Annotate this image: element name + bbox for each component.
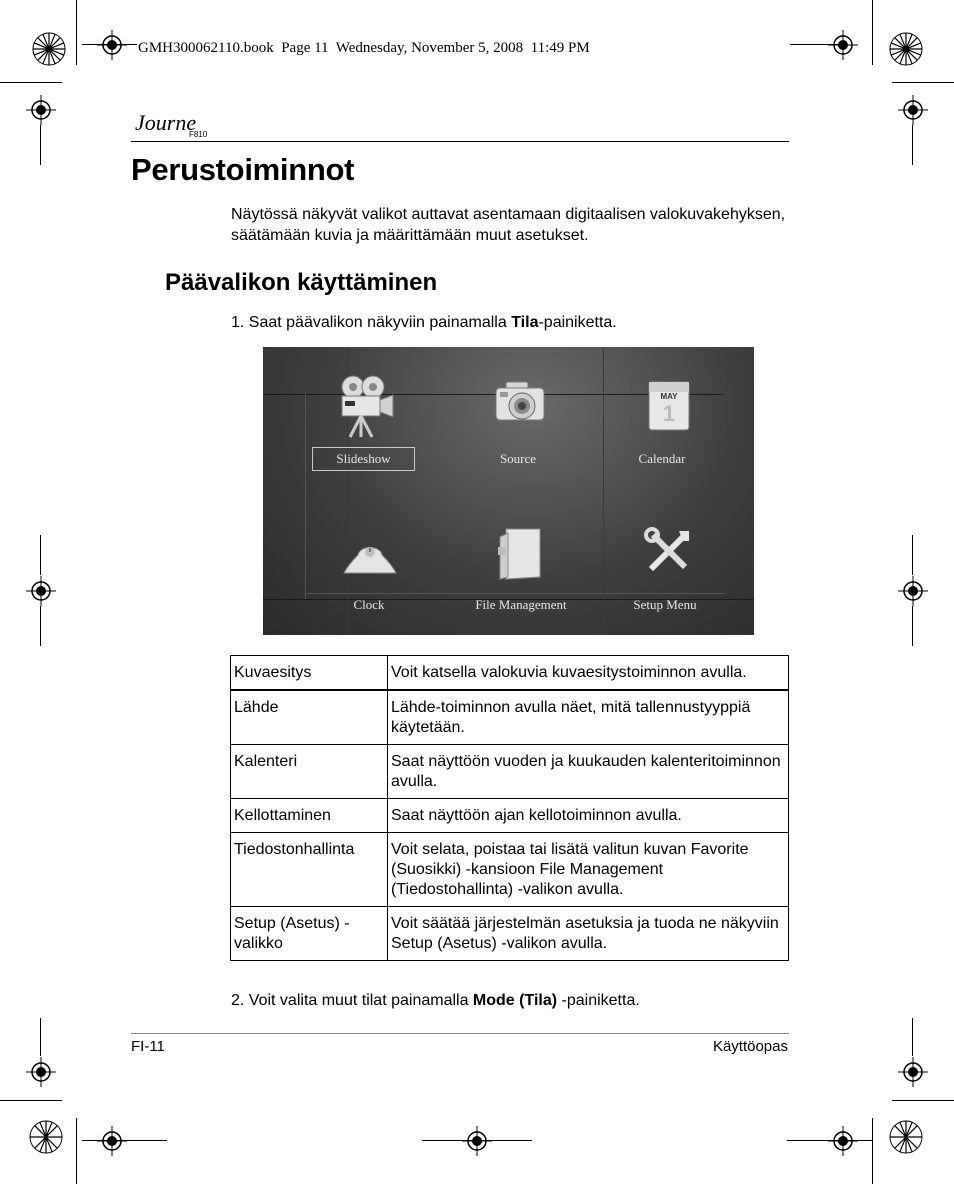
crop-line: [0, 1100, 62, 1101]
screen-line: [603, 347, 604, 635]
step-number: 2.: [231, 992, 245, 1009]
crop-line: [892, 82, 954, 83]
registration-mark-icon: [31, 31, 67, 67]
table-row: [231, 690, 789, 745]
step-1: [231, 312, 617, 333]
crosshair-mark-icon: [828, 1126, 858, 1156]
crosshair-mark-icon: [828, 30, 858, 60]
screen-line: [305, 394, 306, 599]
table-cell-term: Setup (Asetus) -valikko: [231, 907, 388, 961]
step-bold: Mode (Tila): [472, 992, 558, 1009]
table-cell-term: Tiedostonhallinta: [231, 833, 388, 907]
crop-line: [790, 44, 840, 45]
menu-item-source[interactable]: Source: [499, 451, 537, 466]
svg-text:1: 1: [662, 401, 676, 426]
crop-line: [40, 125, 41, 165]
crop-line: [912, 1018, 913, 1056]
crop-line: [892, 1100, 954, 1101]
folder-icon: [496, 527, 544, 581]
crop-line: [82, 1140, 167, 1141]
calendar-icon: [647, 378, 691, 432]
svg-text:Journe: Journe: [135, 110, 197, 135]
crop-line: [872, 1118, 873, 1184]
crop-line: [40, 535, 41, 575]
crosshair-mark-icon: [26, 576, 56, 606]
crosshair-mark-icon: [26, 95, 56, 125]
crosshair-mark-icon: [462, 1126, 492, 1156]
menu-item-file-management[interactable]: File Management: [475, 597, 567, 612]
table-cell-term: Lähde: [231, 690, 388, 745]
crosshair-mark-icon: [97, 1126, 127, 1156]
clock-icon: [340, 537, 400, 575]
menu-item-calendar[interactable]: Calendar: [638, 451, 686, 466]
crosshair-mark-icon: [898, 576, 928, 606]
page-number: FI-11: [131, 1038, 165, 1055]
brand-logo: [133, 104, 213, 140]
table-row: [231, 833, 789, 907]
crosshair-mark-icon: [97, 30, 127, 60]
crop-line: [76, 1118, 77, 1184]
menu-item-clock[interactable]: Clock: [353, 597, 385, 612]
crop-line: [422, 1140, 532, 1141]
svg-text:F810: F810: [189, 130, 208, 139]
footer-title: Käyttöopas: [712, 1038, 788, 1055]
crop-line: [82, 44, 137, 45]
registration-mark-icon: [888, 1119, 924, 1155]
table-cell-desc: Saat näyttöön ajan kellotoiminnon avulla.: [388, 799, 789, 833]
crop-line: [787, 1140, 872, 1141]
print-header: GMH300062110.book Page 11 Wednesday, November 5, 2008 11:49 PM: [138, 40, 590, 56]
crop-line: [912, 606, 913, 646]
crop-line: [912, 125, 913, 165]
registration-mark-icon: [888, 31, 924, 67]
footer-rule: [131, 1033, 789, 1034]
step-number: 1.: [231, 314, 245, 331]
table-cell-desc: Voit selata, poistaa tai lisätä valitun kuvan Favorite (Suosikki) -kansioon File Management (Tiedostohallinta) -valikon avulla.: [388, 833, 789, 907]
menu-description-table: [230, 655, 789, 961]
movie-camera-icon: [336, 374, 396, 438]
table-cell-term: Kuvaesitys: [231, 656, 388, 691]
crop-line: [40, 1018, 41, 1056]
crop-line: [0, 82, 62, 83]
table-row: [231, 799, 789, 833]
crop-line: [912, 535, 913, 575]
crosshair-mark-icon: [898, 95, 928, 125]
menu-item-slideshow[interactable]: Slideshow: [336, 451, 391, 466]
table-cell-term: Kalenteri: [231, 745, 388, 799]
step-text-after: -painiketta.: [538, 314, 617, 331]
table-row: [231, 745, 789, 799]
header-rule: [131, 141, 789, 142]
page-title: Perustoiminnot: [131, 152, 355, 187]
section-title: Päävalikon käyttäminen: [165, 269, 438, 296]
photo-camera-icon: [494, 380, 546, 430]
crop-line: [76, 0, 77, 65]
table-cell-desc: Voit säätää järjestelmän asetuksia ja tuoda ne näkyviin Setup (Asetus) -valikon avulla.: [388, 907, 789, 961]
screen-line: [305, 593, 725, 594]
intro-paragraph: Näytössä näkyvät valikot auttavat asentamaan digitaalisen valokuvakehyksen, säätämään kuvia ja määrittämään muut asetukset.: [231, 206, 786, 244]
registration-mark-icon: [28, 1119, 64, 1155]
crosshair-mark-icon: [26, 1057, 56, 1087]
table-cell-desc: Lähde-toiminnon avulla näet, mitä tallennustyyppiä käytetään.: [388, 690, 789, 745]
table-cell-desc: Voit katsella valokuvia kuvaesitystoiminnon avulla.: [388, 656, 789, 691]
table-row: [231, 907, 789, 961]
crosshair-mark-icon: [898, 1057, 928, 1087]
table-cell-desc: Saat näyttöön vuoden ja kuukauden kalenteritoiminnon avulla.: [388, 745, 789, 799]
table-cell-term: Kellottaminen: [231, 799, 388, 833]
table-row: [231, 656, 789, 691]
crop-line: [40, 606, 41, 646]
svg-text:MAY: MAY: [660, 392, 678, 401]
step-bold: Tila: [511, 314, 539, 331]
step-text-before: Voit valita muut tilat painamalla: [248, 992, 473, 1009]
main-menu-screenshot: [263, 347, 754, 635]
step-text-after: -painiketta.: [557, 992, 640, 1009]
menu-item-setup-menu[interactable]: Setup Menu: [633, 597, 697, 612]
crop-line: [872, 0, 873, 65]
tools-icon: [643, 527, 693, 577]
step-2: [231, 990, 640, 1011]
step-text-before: Saat päävalikon näkyviin painamalla: [248, 314, 512, 331]
